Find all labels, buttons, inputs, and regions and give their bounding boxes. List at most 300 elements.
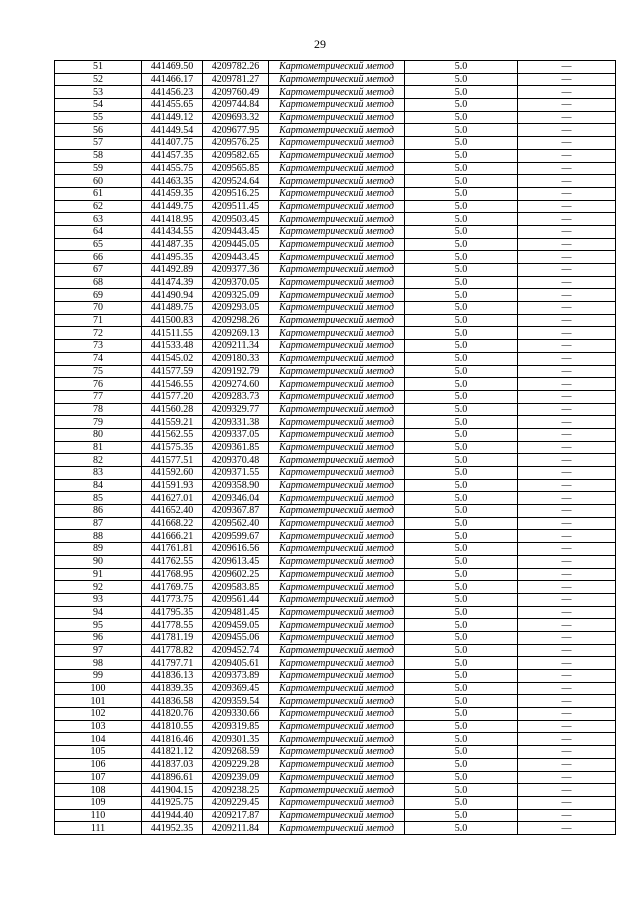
table-row	[55, 137, 616, 150]
point-number-cell: 84	[55, 479, 142, 492]
description-cell: —	[518, 543, 616, 556]
description-cell: —	[518, 682, 616, 695]
method-cell: Картометрический метод	[269, 593, 405, 606]
accuracy-cell: 5.0	[405, 314, 518, 327]
accuracy-cell: 5.0	[405, 187, 518, 200]
x-coordinate-cell: 441469.50	[142, 61, 203, 74]
description-cell: —	[518, 467, 616, 480]
y-coordinate-cell: 4209744.84	[203, 99, 269, 112]
description-cell: —	[518, 162, 616, 175]
table-row	[55, 809, 616, 822]
y-coordinate-cell: 4209346.04	[203, 492, 269, 505]
accuracy-cell: 5.0	[405, 530, 518, 543]
table-row	[55, 657, 616, 670]
y-coordinate-cell: 4209180.33	[203, 352, 269, 365]
description-cell: —	[518, 796, 616, 809]
y-coordinate-cell: 4209367.87	[203, 505, 269, 518]
table-row	[55, 403, 616, 416]
y-coordinate-cell: 4209516.25	[203, 187, 269, 200]
point-number-cell: 107	[55, 771, 142, 784]
x-coordinate-cell: 441495.35	[142, 251, 203, 264]
table-row	[55, 86, 616, 99]
y-coordinate-cell: 4209358.90	[203, 479, 269, 492]
table-row	[55, 314, 616, 327]
description-cell: —	[518, 517, 616, 530]
method-cell: Картометрический метод	[269, 631, 405, 644]
x-coordinate-cell: 441449.54	[142, 124, 203, 137]
y-coordinate-cell: 4209782.26	[203, 61, 269, 74]
description-cell: —	[518, 390, 616, 403]
method-cell: Картометрический метод	[269, 441, 405, 454]
point-number-cell: 58	[55, 149, 142, 162]
table-row	[55, 225, 616, 238]
x-coordinate-cell: 441456.23	[142, 86, 203, 99]
description-cell: —	[518, 505, 616, 518]
point-number-cell: 52	[55, 73, 142, 86]
description-cell: —	[518, 631, 616, 644]
x-coordinate-cell: 441577.20	[142, 390, 203, 403]
point-number-cell: 111	[55, 822, 142, 835]
x-coordinate-cell: 441463.35	[142, 175, 203, 188]
x-coordinate-cell: 441449.75	[142, 200, 203, 213]
point-number-cell: 82	[55, 454, 142, 467]
accuracy-cell: 5.0	[405, 276, 518, 289]
x-coordinate-cell: 441559.21	[142, 416, 203, 429]
table-row	[55, 61, 616, 74]
point-number-cell: 66	[55, 251, 142, 264]
description-cell: —	[518, 822, 616, 835]
x-coordinate-cell: 441797.71	[142, 657, 203, 670]
x-coordinate-cell: 441820.76	[142, 708, 203, 721]
y-coordinate-cell: 4209693.32	[203, 111, 269, 124]
x-coordinate-cell: 441545.02	[142, 352, 203, 365]
description-cell: —	[518, 137, 616, 150]
method-cell: Картометрический метод	[269, 809, 405, 822]
table-row	[55, 111, 616, 124]
method-cell: Картометрический метод	[269, 403, 405, 416]
x-coordinate-cell: 441449.12	[142, 111, 203, 124]
x-coordinate-cell: 441577.51	[142, 454, 203, 467]
point-number-cell: 51	[55, 61, 142, 74]
y-coordinate-cell: 4209677.95	[203, 124, 269, 137]
method-cell: Картометрический метод	[269, 238, 405, 251]
accuracy-cell: 5.0	[405, 73, 518, 86]
x-coordinate-cell: 441407.75	[142, 137, 203, 150]
accuracy-cell: 5.0	[405, 390, 518, 403]
x-coordinate-cell: 441466.17	[142, 73, 203, 86]
method-cell: Картометрический метод	[269, 416, 405, 429]
description-cell: —	[518, 302, 616, 315]
coordinates-table-body	[55, 61, 616, 835]
table-row	[55, 492, 616, 505]
point-number-cell: 83	[55, 467, 142, 480]
point-number-cell: 73	[55, 340, 142, 353]
point-number-cell: 106	[55, 758, 142, 771]
point-number-cell: 67	[55, 264, 142, 277]
point-number-cell: 110	[55, 809, 142, 822]
table-row	[55, 340, 616, 353]
accuracy-cell: 5.0	[405, 251, 518, 264]
point-number-cell: 95	[55, 619, 142, 632]
table-row	[55, 302, 616, 315]
y-coordinate-cell: 4209370.05	[203, 276, 269, 289]
x-coordinate-cell: 441668.22	[142, 517, 203, 530]
point-number-cell: 80	[55, 428, 142, 441]
table-row	[55, 631, 616, 644]
table-row	[55, 251, 616, 264]
accuracy-cell: 5.0	[405, 340, 518, 353]
description-cell: —	[518, 809, 616, 822]
table-row	[55, 619, 616, 632]
y-coordinate-cell: 4209192.79	[203, 365, 269, 378]
method-cell: Картометрический метод	[269, 352, 405, 365]
y-coordinate-cell: 4209599.67	[203, 530, 269, 543]
x-coordinate-cell: 441455.75	[142, 162, 203, 175]
y-coordinate-cell: 4209325.09	[203, 289, 269, 302]
x-coordinate-cell: 441418.95	[142, 213, 203, 226]
point-number-cell: 64	[55, 225, 142, 238]
y-coordinate-cell: 4209583.85	[203, 581, 269, 594]
accuracy-cell: 5.0	[405, 682, 518, 695]
table-row	[55, 606, 616, 619]
x-coordinate-cell: 441575.35	[142, 441, 203, 454]
accuracy-cell: 5.0	[405, 517, 518, 530]
point-number-cell: 97	[55, 644, 142, 657]
description-cell: —	[518, 758, 616, 771]
table-row	[55, 441, 616, 454]
description-cell: —	[518, 771, 616, 784]
point-number-cell: 98	[55, 657, 142, 670]
table-row	[55, 467, 616, 480]
y-coordinate-cell: 4209602.25	[203, 568, 269, 581]
page-number: 29	[314, 37, 326, 51]
description-cell: —	[518, 200, 616, 213]
description-cell: —	[518, 99, 616, 112]
description-cell: —	[518, 619, 616, 632]
table-row	[55, 276, 616, 289]
description-cell: —	[518, 530, 616, 543]
table-row	[55, 238, 616, 251]
y-coordinate-cell: 4209524.64	[203, 175, 269, 188]
method-cell: Картометрический метод	[269, 771, 405, 784]
description-cell: —	[518, 264, 616, 277]
x-coordinate-cell: 441904.15	[142, 784, 203, 797]
point-number-cell: 109	[55, 796, 142, 809]
description-cell: —	[518, 670, 616, 683]
description-cell: —	[518, 225, 616, 238]
description-cell: —	[518, 314, 616, 327]
y-coordinate-cell: 4209361.85	[203, 441, 269, 454]
y-coordinate-cell: 4209268.59	[203, 746, 269, 759]
y-coordinate-cell: 4209229.28	[203, 758, 269, 771]
x-coordinate-cell: 441489.75	[142, 302, 203, 315]
method-cell: Картометрический метод	[269, 682, 405, 695]
method-cell: Картометрический метод	[269, 251, 405, 264]
method-cell: Картометрический метод	[269, 378, 405, 391]
point-number-cell: 53	[55, 86, 142, 99]
method-cell: Картометрический метод	[269, 467, 405, 480]
method-cell: Картометрический метод	[269, 784, 405, 797]
accuracy-cell: 5.0	[405, 822, 518, 835]
method-cell: Картометрический метод	[269, 733, 405, 746]
x-coordinate-cell: 441762.55	[142, 555, 203, 568]
x-coordinate-cell: 441533.48	[142, 340, 203, 353]
point-number-cell: 56	[55, 124, 142, 137]
y-coordinate-cell: 4209576.25	[203, 137, 269, 150]
table-row	[55, 555, 616, 568]
description-cell: —	[518, 238, 616, 251]
accuracy-cell: 5.0	[405, 365, 518, 378]
table-row	[55, 187, 616, 200]
accuracy-cell: 5.0	[405, 720, 518, 733]
description-cell: —	[518, 784, 616, 797]
table-row	[55, 352, 616, 365]
point-number-cell: 100	[55, 682, 142, 695]
accuracy-cell: 5.0	[405, 467, 518, 480]
accuracy-cell: 5.0	[405, 403, 518, 416]
table-row	[55, 695, 616, 708]
x-coordinate-cell: 441500.83	[142, 314, 203, 327]
method-cell: Картометрический метод	[269, 479, 405, 492]
point-number-cell: 68	[55, 276, 142, 289]
accuracy-cell: 5.0	[405, 758, 518, 771]
method-cell: Картометрический метод	[269, 390, 405, 403]
table-row	[55, 454, 616, 467]
point-number-cell: 65	[55, 238, 142, 251]
x-coordinate-cell: 441492.89	[142, 264, 203, 277]
point-number-cell: 108	[55, 784, 142, 797]
y-coordinate-cell: 4209238.25	[203, 784, 269, 797]
x-coordinate-cell: 441778.55	[142, 619, 203, 632]
table-row	[55, 796, 616, 809]
description-cell: —	[518, 403, 616, 416]
point-number-cell: 62	[55, 200, 142, 213]
accuracy-cell: 5.0	[405, 149, 518, 162]
accuracy-cell: 5.0	[405, 378, 518, 391]
description-cell: —	[518, 86, 616, 99]
y-coordinate-cell: 4209503.45	[203, 213, 269, 226]
description-cell: —	[518, 73, 616, 86]
accuracy-cell: 5.0	[405, 238, 518, 251]
y-coordinate-cell: 4209443.45	[203, 251, 269, 264]
y-coordinate-cell: 4209369.45	[203, 682, 269, 695]
point-number-cell: 87	[55, 517, 142, 530]
point-number-cell: 76	[55, 378, 142, 391]
point-number-cell: 93	[55, 593, 142, 606]
table-row	[55, 682, 616, 695]
point-number-cell: 61	[55, 187, 142, 200]
table-row	[55, 505, 616, 518]
table-row	[55, 822, 616, 835]
method-cell: Картометрический метод	[269, 530, 405, 543]
accuracy-cell: 5.0	[405, 61, 518, 74]
table-row	[55, 746, 616, 759]
x-coordinate-cell: 441925.75	[142, 796, 203, 809]
point-number-cell: 70	[55, 302, 142, 315]
description-cell: —	[518, 124, 616, 137]
x-coordinate-cell: 441795.35	[142, 606, 203, 619]
table-row	[55, 568, 616, 581]
accuracy-cell: 5.0	[405, 555, 518, 568]
y-coordinate-cell: 4209337.05	[203, 428, 269, 441]
x-coordinate-cell: 441773.75	[142, 593, 203, 606]
x-coordinate-cell: 441627.01	[142, 492, 203, 505]
description-cell: —	[518, 251, 616, 264]
description-cell: —	[518, 708, 616, 721]
description-cell: —	[518, 111, 616, 124]
accuracy-cell: 5.0	[405, 746, 518, 759]
description-cell: —	[518, 416, 616, 429]
description-cell: —	[518, 644, 616, 657]
accuracy-cell: 5.0	[405, 124, 518, 137]
accuracy-cell: 5.0	[405, 264, 518, 277]
table-row	[55, 99, 616, 112]
y-coordinate-cell: 4209455.06	[203, 631, 269, 644]
method-cell: Картометрический метод	[269, 99, 405, 112]
table-row	[55, 416, 616, 429]
description-cell: —	[518, 492, 616, 505]
x-coordinate-cell: 441562.55	[142, 428, 203, 441]
method-cell: Картометрический метод	[269, 619, 405, 632]
description-cell: —	[518, 657, 616, 670]
method-cell: Картометрический метод	[269, 657, 405, 670]
point-number-cell: 90	[55, 555, 142, 568]
description-cell: —	[518, 61, 616, 74]
accuracy-cell: 5.0	[405, 225, 518, 238]
accuracy-cell: 5.0	[405, 137, 518, 150]
method-cell: Картометрический метод	[269, 289, 405, 302]
accuracy-cell: 5.0	[405, 644, 518, 657]
x-coordinate-cell: 441761.81	[142, 543, 203, 556]
y-coordinate-cell: 4209511.45	[203, 200, 269, 213]
y-coordinate-cell: 4209217.87	[203, 809, 269, 822]
method-cell: Картометрический метод	[269, 796, 405, 809]
point-number-cell: 59	[55, 162, 142, 175]
accuracy-cell: 5.0	[405, 568, 518, 581]
x-coordinate-cell: 441839.35	[142, 682, 203, 695]
table-row	[55, 758, 616, 771]
method-cell: Картометрический метод	[269, 111, 405, 124]
description-cell: —	[518, 428, 616, 441]
x-coordinate-cell: 441457.35	[142, 149, 203, 162]
accuracy-cell: 5.0	[405, 352, 518, 365]
x-coordinate-cell: 441652.40	[142, 505, 203, 518]
accuracy-cell: 5.0	[405, 327, 518, 340]
table-row	[55, 264, 616, 277]
description-cell: —	[518, 441, 616, 454]
y-coordinate-cell: 4209405.61	[203, 657, 269, 670]
x-coordinate-cell: 441810.55	[142, 720, 203, 733]
point-number-cell: 88	[55, 530, 142, 543]
x-coordinate-cell: 441487.35	[142, 238, 203, 251]
description-cell: —	[518, 555, 616, 568]
method-cell: Картометрический метод	[269, 670, 405, 683]
y-coordinate-cell: 4209359.54	[203, 695, 269, 708]
y-coordinate-cell: 4209445.05	[203, 238, 269, 251]
x-coordinate-cell: 441560.28	[142, 403, 203, 416]
y-coordinate-cell: 4209562.40	[203, 517, 269, 530]
y-coordinate-cell: 4209616.56	[203, 543, 269, 556]
method-cell: Картометрический метод	[269, 61, 405, 74]
point-number-cell: 99	[55, 670, 142, 683]
y-coordinate-cell: 4209331.38	[203, 416, 269, 429]
method-cell: Картометрический метод	[269, 555, 405, 568]
x-coordinate-cell: 441816.46	[142, 733, 203, 746]
y-coordinate-cell: 4209613.45	[203, 555, 269, 568]
method-cell: Картометрический метод	[269, 568, 405, 581]
y-coordinate-cell: 4209373.89	[203, 670, 269, 683]
accuracy-cell: 5.0	[405, 289, 518, 302]
accuracy-cell: 5.0	[405, 543, 518, 556]
y-coordinate-cell: 4209565.85	[203, 162, 269, 175]
accuracy-cell: 5.0	[405, 200, 518, 213]
y-coordinate-cell: 4209781.27	[203, 73, 269, 86]
table-row	[55, 175, 616, 188]
y-coordinate-cell: 4209561.44	[203, 593, 269, 606]
point-number-cell: 81	[55, 441, 142, 454]
accuracy-cell: 5.0	[405, 771, 518, 784]
table-row	[55, 149, 616, 162]
table-row	[55, 479, 616, 492]
accuracy-cell: 5.0	[405, 99, 518, 112]
description-cell: —	[518, 479, 616, 492]
x-coordinate-cell: 441455.65	[142, 99, 203, 112]
table-row	[55, 378, 616, 391]
method-cell: Картометрический метод	[269, 187, 405, 200]
method-cell: Картометрический метод	[269, 606, 405, 619]
y-coordinate-cell: 4209443.45	[203, 225, 269, 238]
y-coordinate-cell: 4209211.34	[203, 340, 269, 353]
table-row	[55, 365, 616, 378]
point-number-cell: 104	[55, 733, 142, 746]
description-cell: —	[518, 378, 616, 391]
method-cell: Картометрический метод	[269, 264, 405, 277]
x-coordinate-cell: 441836.13	[142, 670, 203, 683]
accuracy-cell: 5.0	[405, 428, 518, 441]
accuracy-cell: 5.0	[405, 162, 518, 175]
method-cell: Картометрический метод	[269, 340, 405, 353]
description-cell: —	[518, 733, 616, 746]
method-cell: Картометрический метод	[269, 124, 405, 137]
method-cell: Картометрический метод	[269, 492, 405, 505]
method-cell: Картометрический метод	[269, 543, 405, 556]
y-coordinate-cell: 4209452.74	[203, 644, 269, 657]
method-cell: Картометрический метод	[269, 720, 405, 733]
point-number-cell: 89	[55, 543, 142, 556]
accuracy-cell: 5.0	[405, 213, 518, 226]
description-cell: —	[518, 340, 616, 353]
point-number-cell: 91	[55, 568, 142, 581]
y-coordinate-cell: 4209330.66	[203, 708, 269, 721]
x-coordinate-cell: 441474.39	[142, 276, 203, 289]
description-cell: —	[518, 720, 616, 733]
x-coordinate-cell: 441768.95	[142, 568, 203, 581]
table-row	[55, 593, 616, 606]
method-cell: Картометрический метод	[269, 149, 405, 162]
y-coordinate-cell: 4209371.55	[203, 467, 269, 480]
table-row	[55, 327, 616, 340]
accuracy-cell: 5.0	[405, 809, 518, 822]
method-cell: Картометрический метод	[269, 758, 405, 771]
point-number-cell: 74	[55, 352, 142, 365]
accuracy-cell: 5.0	[405, 416, 518, 429]
description-cell: —	[518, 187, 616, 200]
table-row	[55, 720, 616, 733]
x-coordinate-cell: 441577.59	[142, 365, 203, 378]
x-coordinate-cell: 441459.35	[142, 187, 203, 200]
y-coordinate-cell: 4209239.09	[203, 771, 269, 784]
accuracy-cell: 5.0	[405, 479, 518, 492]
